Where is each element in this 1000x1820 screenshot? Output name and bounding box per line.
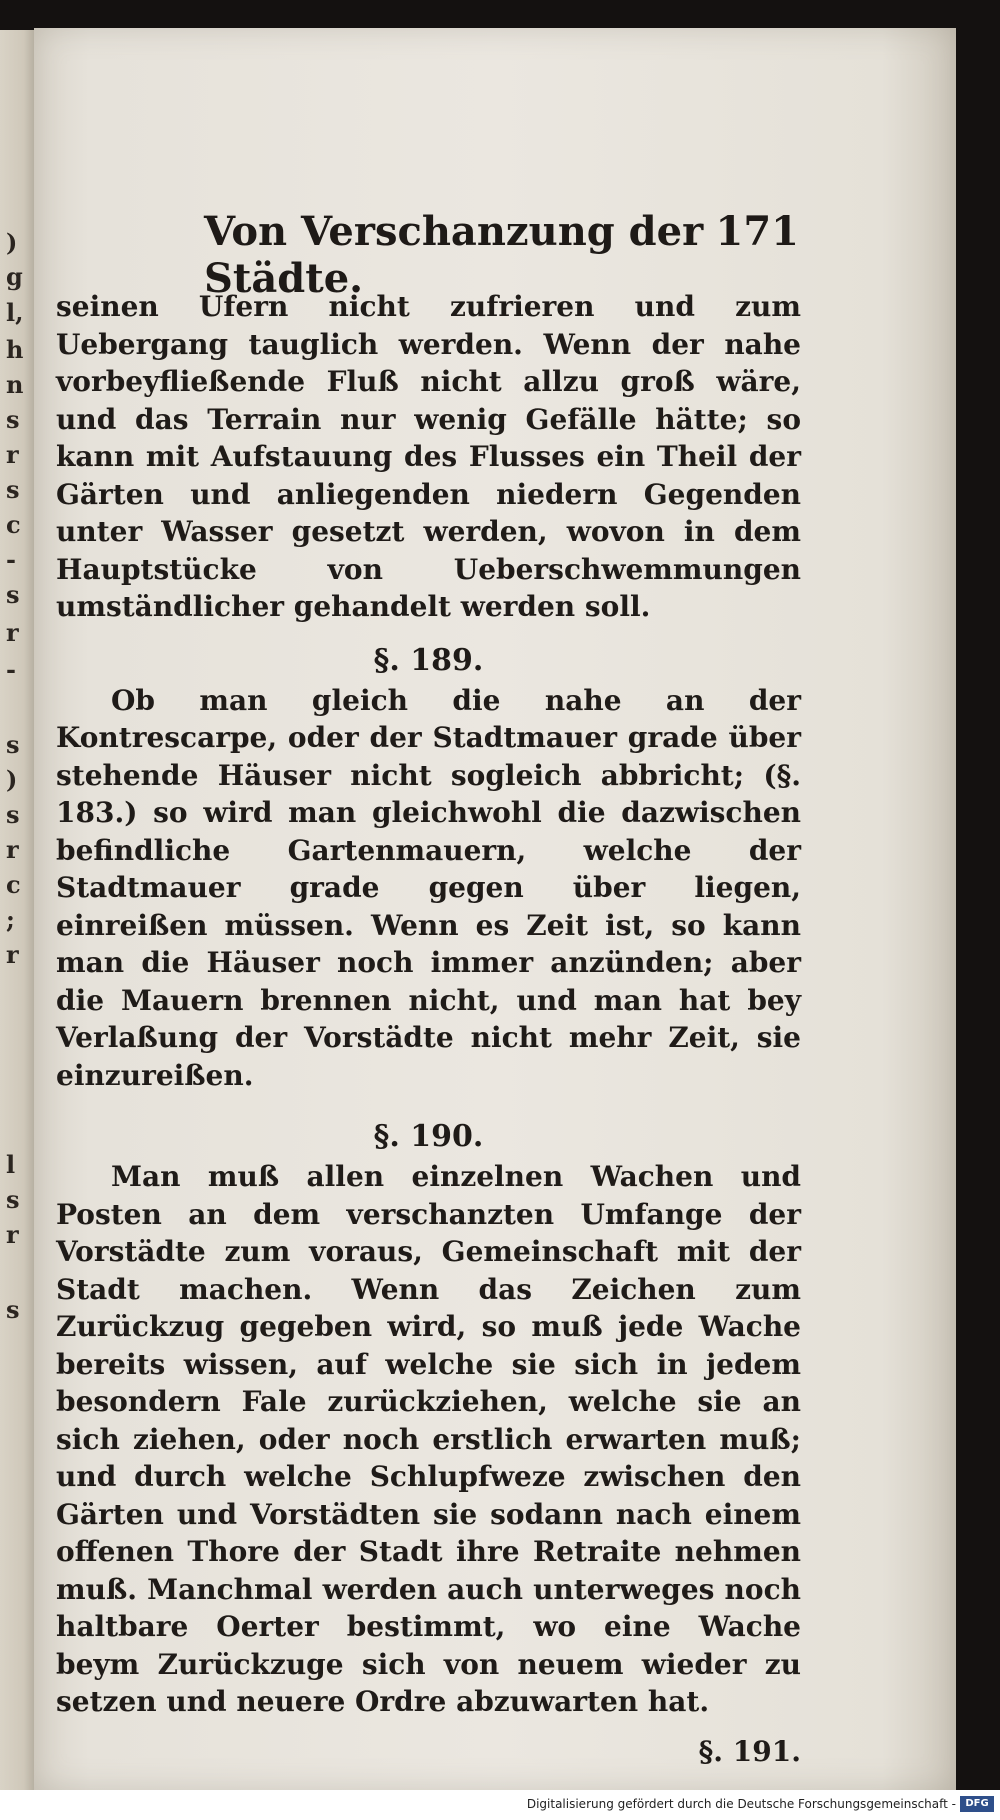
margin-glyph: r <box>6 835 19 864</box>
margin-glyph: r <box>6 618 19 647</box>
body-text <box>56 288 801 1770</box>
margin-glyph: ) <box>6 765 18 794</box>
paragraph: Man muß allen einzelnen Wachen und Posten an dem verschanzten Umfange der Vorstädte zum voraus, Gemeinschaft mit der Stadt machen. Wenn das Zeichen zum Zurückzug gegeben wird, so muß jede Wache bereits wissen, auf welche sie sich in jedem besondern Fale zurückziehen, welche sie an sich ziehen, oder noch erstlich erwarten muß; und durch welche Schlupfweze zwischen den Gärten und Vorstädten sie sodann nach einem offenen Thore der Stadt ihre Retraite nehmen muß. Manchmal werden auch unterweges noch haltbare Oerter bestimmt, wo eine Wache beym Zurückzuge sich von neuem wieder zu setzen und neuere Ordre abzuwarten hat. <box>56 1160 801 1718</box>
page-number: 171 <box>715 208 799 255</box>
footer-credit: Digitalisierung gefördert durch die Deutsche Forschungsgemeinschaft - <box>526 1797 956 1811</box>
section-heading: §. 190. <box>373 1119 484 1154</box>
margin-glyph: h <box>6 335 24 364</box>
previous-page-glyphs <box>2 30 28 1790</box>
margin-glyph: s <box>6 800 20 829</box>
margin-glyph: c <box>6 510 21 539</box>
margin-glyph: - <box>6 545 16 574</box>
catchword: §. 191. <box>698 1734 801 1768</box>
margin-glyph: r <box>6 1220 19 1249</box>
margin-glyph: - <box>6 655 16 684</box>
margin-glyph: g <box>6 262 23 291</box>
margin-glyph: s <box>6 475 20 504</box>
margin-glyph: l <box>6 1150 16 1179</box>
margin-glyph: s <box>6 405 20 434</box>
margin-glyph: c <box>6 870 21 899</box>
margin-glyph: r <box>6 440 19 469</box>
dfg-logo: DFG <box>960 1796 994 1812</box>
margin-glyph: s <box>6 730 20 759</box>
margin-glyph: ; <box>6 905 15 934</box>
margin-glyph: l, <box>6 298 24 327</box>
margin-glyph: s <box>6 1295 20 1324</box>
margin-glyph: r <box>6 940 19 969</box>
paragraph: Ob man gleich die nahe an der Kontrescarpe, oder der Stadtmauer grade über stehende Häuser nicht sogleich abbricht; (§. 183.) so wird man gleichwohl die dazwischen befindliche Gartenmauern, welche der Stadtmauer grade gegen über liegen, einreißen müssen. Wenn es Zeit ist, so kann man die Häuser noch immer anzünden; aber die Mauern brennen nicht, und man hat bey Verlaßung der Vorstädte nicht mehr Zeit, sie einzureißen. <box>56 683 801 1092</box>
running-title: Von Verschanzung der Städte. <box>204 208 704 302</box>
digitization-footer <box>0 1790 1000 1820</box>
margin-glyph: n <box>6 370 24 399</box>
previous-page-edge <box>0 30 34 1790</box>
paragraph: seinen Ufern nicht zufrieren und zum Uebergang tauglich werden. Wenn der nahe vorbeyfließende Fluß nicht allzu groß wäre, und das Terrain nur wenig Gefälle hätte; so kann mit Aufstauung des Flusses ein Theil der Gärten und anliegenden niedern Gegenden unter Wasser gesetzt werden, wovon in dem Hauptstücke von Ueberschwemmungen umständlicher gehandelt werden soll. <box>56 290 801 623</box>
book-page <box>34 28 956 1790</box>
margin-glyph: s <box>6 580 20 609</box>
margin-glyph: ) <box>6 228 18 257</box>
section-heading: §. 189. <box>373 642 484 678</box>
running-head <box>169 208 799 302</box>
margin-glyph: s <box>6 1185 20 1214</box>
